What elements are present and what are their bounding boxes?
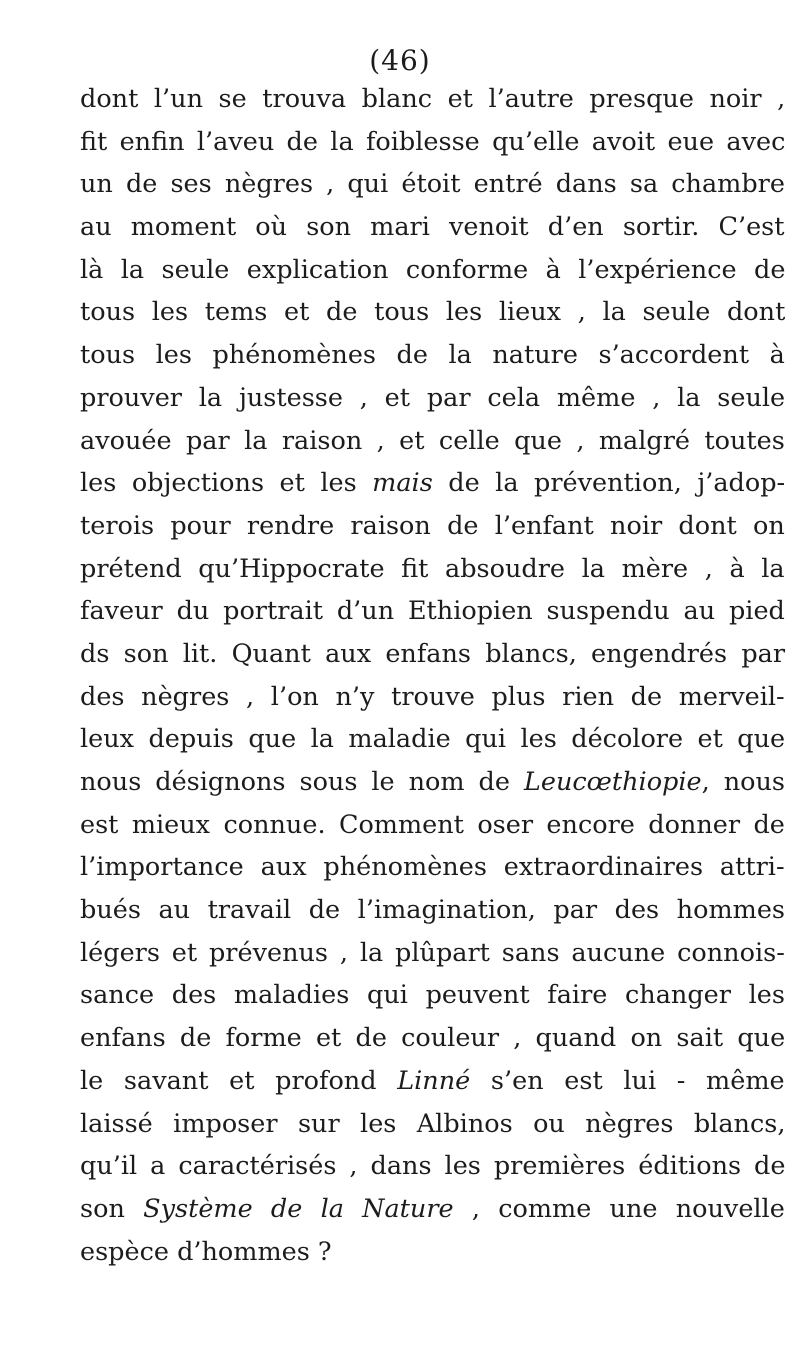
text-line	[80, 974, 785, 1017]
text-segment: les objections et les	[80, 468, 373, 499]
text-line	[80, 761, 785, 804]
text-line	[80, 846, 785, 889]
text-segment: tous les phénomènes de la nature s’accordent à	[80, 340, 785, 371]
text-segment: fit enfin l’aveu de la foiblesse qu’elle avoit eue avec	[80, 126, 786, 157]
text-line	[80, 249, 785, 292]
text-line	[80, 420, 785, 463]
text-line	[80, 1060, 785, 1103]
text-line	[80, 590, 785, 633]
italic-text: Leucœthiopie	[523, 767, 702, 797]
text-segment: laissé imposer sur les Albinos ou nègres blancs,	[80, 1108, 786, 1139]
body-text	[80, 78, 785, 1273]
text-segment: nous désignons sous le nom de	[80, 767, 524, 797]
text-segment: au moment où son mari venoit d’en sortir. C’est	[80, 212, 785, 243]
text-segment: bués au travail de l’imagination, par des hommes	[80, 895, 785, 926]
text-segment: s’en est lui - même	[470, 1065, 785, 1096]
text-line	[80, 676, 785, 719]
text-segment: là la seule explication conforme à l’expérience de	[80, 254, 786, 285]
text-segment: légers et prévenus , la plûpart sans aucune connois-	[80, 937, 785, 968]
italic-text: mais	[372, 468, 433, 499]
text-line	[80, 1145, 785, 1188]
text-segment: des nègres , l’on n’y trouve plus rien de merveil-	[80, 681, 785, 712]
text-segment: l’importance aux phénomènes extraordinaires attri-	[80, 852, 785, 883]
text-line	[80, 462, 785, 505]
italic-text: Linné	[397, 1065, 471, 1096]
text-segment: qu’il a caractérisés , dans les premières éditions de	[80, 1151, 786, 1182]
text-line	[80, 804, 785, 847]
text-line	[80, 1017, 785, 1060]
text-line	[80, 505, 785, 548]
text-line	[80, 334, 785, 377]
text-segment: enfans de forme et de couleur , quand on sait que	[80, 1023, 786, 1054]
text-line	[80, 1103, 785, 1146]
text-segment: leux depuis que la maladie qui les décolore et que	[80, 724, 786, 755]
text-line	[80, 78, 785, 121]
text-segment: un de ses nègres , qui étoit entré dans sa chambre	[80, 169, 785, 200]
italic-text: Système de la Nature	[143, 1193, 454, 1224]
text-segment: , comme une nouvelle	[453, 1193, 785, 1224]
text-line	[80, 163, 785, 206]
text-line	[80, 206, 785, 249]
text-segment: est mieux connue. Comment oser encore donner de	[80, 809, 785, 840]
text-segment: , nous	[701, 767, 785, 797]
text-segment: prouver la justesse , et par cela même , la seule	[80, 382, 786, 413]
text-line	[80, 718, 785, 761]
text-segment: tous les tems et de tous les lieux , la seule dont	[80, 297, 786, 328]
text-line	[80, 1188, 785, 1231]
text-line	[80, 1231, 785, 1274]
text-segment: avouée par la raison , et celle que , malgré toutes	[80, 425, 785, 456]
text-line	[80, 121, 785, 164]
text-segment: sance des maladies qui peuvent faire changer les	[80, 980, 785, 1011]
text-segment: le savant et profond	[80, 1065, 398, 1096]
text-line	[80, 889, 785, 932]
text-segment: prétend qu’Hippocrate fit absoudre la mère , à la	[80, 553, 785, 584]
text-line	[80, 548, 785, 591]
text-segment: terois pour rendre raison de l’enfant noir dont on	[80, 510, 785, 541]
text-segment: ds son lit. Quant aux enfans blancs, engendrés par	[80, 638, 786, 669]
text-line	[80, 932, 785, 975]
text-segment: faveur du portrait d’un Ethiopien suspendu au pied	[80, 596, 785, 627]
text-segment: de la prévention, j’adop-	[432, 468, 786, 499]
text-line	[80, 633, 785, 676]
text-segment: son	[80, 1193, 144, 1224]
page-number: (46)	[369, 44, 431, 77]
text-segment: espèce d’hommes ?	[80, 1236, 332, 1267]
text-line	[80, 377, 785, 420]
text-line	[80, 291, 785, 334]
text-segment: dont l’un se trouva blanc et l’autre presque noir ,	[80, 84, 786, 114]
